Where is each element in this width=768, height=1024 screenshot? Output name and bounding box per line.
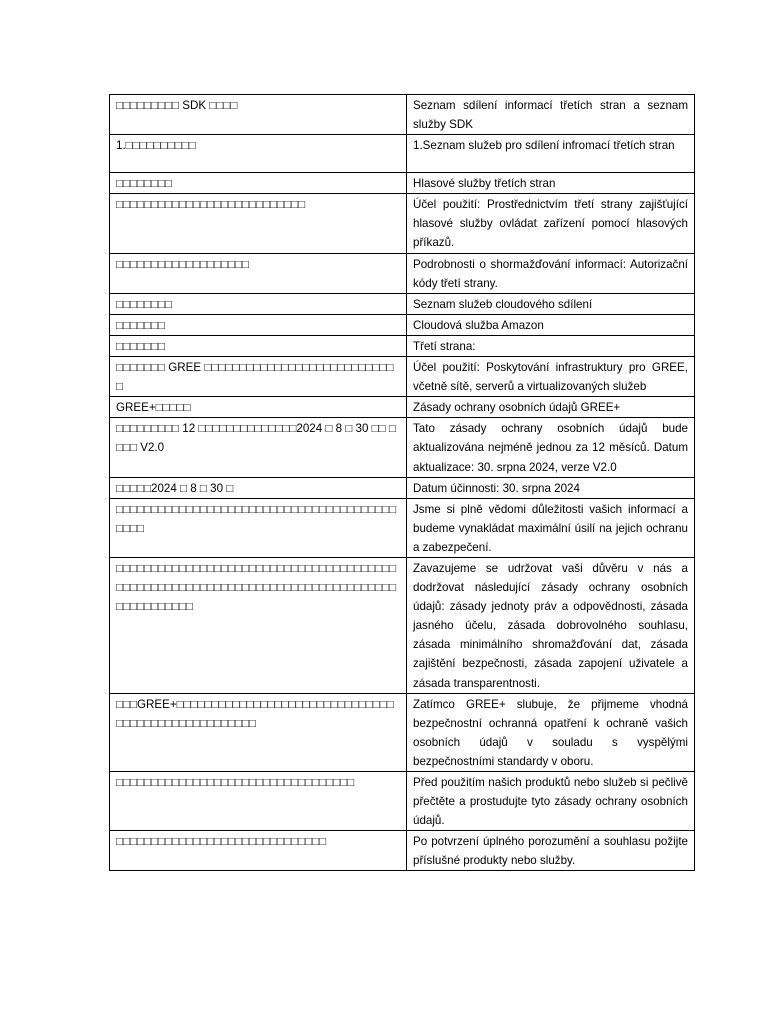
table-row (110, 253, 695, 293)
table-row (110, 693, 695, 771)
source-cell: □□□□□□□□□□□□□□□□□□□□□□□□□□□ (110, 194, 407, 253)
table-row (110, 314, 695, 335)
source-cell: □□□□□□□□□□□□□□□□□□□□□□□□□□□□□□□□□□□□□□□□□□□□□□□□□□□□□□□□□□□□□□□□□□□□□□□□□□□□□□□□□□□□□□□□□□□ (110, 557, 407, 693)
translation-table (109, 94, 695, 871)
translation-cell: Po potvrzení úplného porozumění a souhlasu požijte příslušné produkty nebo služby. (407, 831, 695, 871)
translation-cell: Cloudová služba Amazon (407, 314, 695, 335)
table-row (110, 397, 695, 418)
translation-cell: Účel použití: Prostřednictvím třetí strany zajišťující hlasové služby ovládat zařízení pomocí hlasových příkazů. (407, 194, 695, 253)
source-cell: □□□□□□□□□ 12 □□□□□□□□□□□□□□2024 □ 8 □ 30 □□ □□□□ V2.0 (110, 418, 407, 477)
translation-cell: Před použitím našich produktů nebo služeb si pečlivě přečtěte a prostudujte tyto zásady ochrany osobních údajů. (407, 772, 695, 831)
source-cell: □□□□□□□ GREE □□□□□□□□□□□□□□□□□□□□□□□□□□□□ (110, 357, 407, 397)
source-cell: 1.□□□□□□□□□□ (110, 135, 407, 173)
source-cell: □□□□□□□□□□□□□□□□□□□ (110, 253, 407, 293)
source-cell: □□□□□2024 □ 8 □ 30 □ (110, 477, 407, 498)
translation-cell: Jsme si plně vědomi důležitosti vašich informací a budeme vynakládat maximální úsilí na jejich ochranu a zabezpečení. (407, 498, 695, 557)
translation-cell: Zatímco GREE+ slubuje, že přijmeme vhodná bezpečnostní ochranná opatření k ochraně vašich osobních údajů v souladu s vyspělými bezpečnostními standardy v oboru. (407, 693, 695, 771)
translation-cell: Zavazujeme se udržovat vaši důvěru v nás a dodržovat následující zásady ochrany osobních údajů: zásady jednoty práv a odpovědnosti, zásada jasného účelu, zásada dobrovolného souhlasu, zásada minimálního shromažďování dat, zásada zajištění bezpečnosti, zásada zapojení uživatele a zásada transparentnosti. (407, 557, 695, 693)
table-row (110, 477, 695, 498)
source-cell: □□□□□□□□□□□□□□□□□□□□□□□□□□□□□□ (110, 831, 407, 871)
source-cell: □□□□□□□□□□□□□□□□□□□□□□□□□□□□□□□□□□□□□□□□□□□□ (110, 498, 407, 557)
table-row (110, 293, 695, 314)
table-row (110, 335, 695, 356)
translation-cell: Třetí strana: (407, 335, 695, 356)
translation-cell: Hlasové služby třetích stran (407, 173, 695, 194)
source-cell: □□□□□□□ (110, 314, 407, 335)
source-cell: □□□□□□□□□ SDK □□□□ (110, 95, 407, 135)
source-cell: GREE+□□□□□ (110, 397, 407, 418)
table-row (110, 498, 695, 557)
source-cell: □□□□□□□□ (110, 293, 407, 314)
translation-cell: Účel použití: Poskytování infrastruktury pro GREE, včetně sítě, serverů a virtualizovaných služeb (407, 357, 695, 397)
translation-cell: Datum účinnosti: 30. srpna 2024 (407, 477, 695, 498)
table-row (110, 772, 695, 831)
table-row (110, 173, 695, 194)
table-row (110, 95, 695, 135)
table-row (110, 194, 695, 253)
table-row (110, 357, 695, 397)
translation-cell: Seznam služeb cloudového sdílení (407, 293, 695, 314)
translation-cell: Tato zásady ochrany osobních údajů bude aktualizována nejméně jednou za 12 měsíců. Datum aktualizace: 30. srpna 2024, verze V2.0 (407, 418, 695, 477)
source-cell: □□□□□□□□ (110, 173, 407, 194)
source-cell: □□□□□□□□□□□□□□□□□□□□□□□□□□□□□□□□□□ (110, 772, 407, 831)
translation-cell: 1.Seznam služeb pro sdílení infromací třetích stran (407, 135, 695, 173)
table-row (110, 557, 695, 693)
table-row (110, 135, 695, 173)
table-row (110, 418, 695, 477)
source-cell: □□□□□□□ (110, 335, 407, 356)
source-cell: □□□GREE+□□□□□□□□□□□□□□□□□□□□□□□□□□□□□□□□□□□□□□□□□□□□□□□□□□□ (110, 693, 407, 771)
table-row (110, 831, 695, 871)
translation-cell: Podrobnosti o shormažďování informací: Autorizační kódy třetí strany. (407, 253, 695, 293)
translation-cell: Zásady ochrany osobních údajů GREE+ (407, 397, 695, 418)
translation-cell: Seznam sdílení informací třetích stran a seznam služby SDK (407, 95, 695, 135)
